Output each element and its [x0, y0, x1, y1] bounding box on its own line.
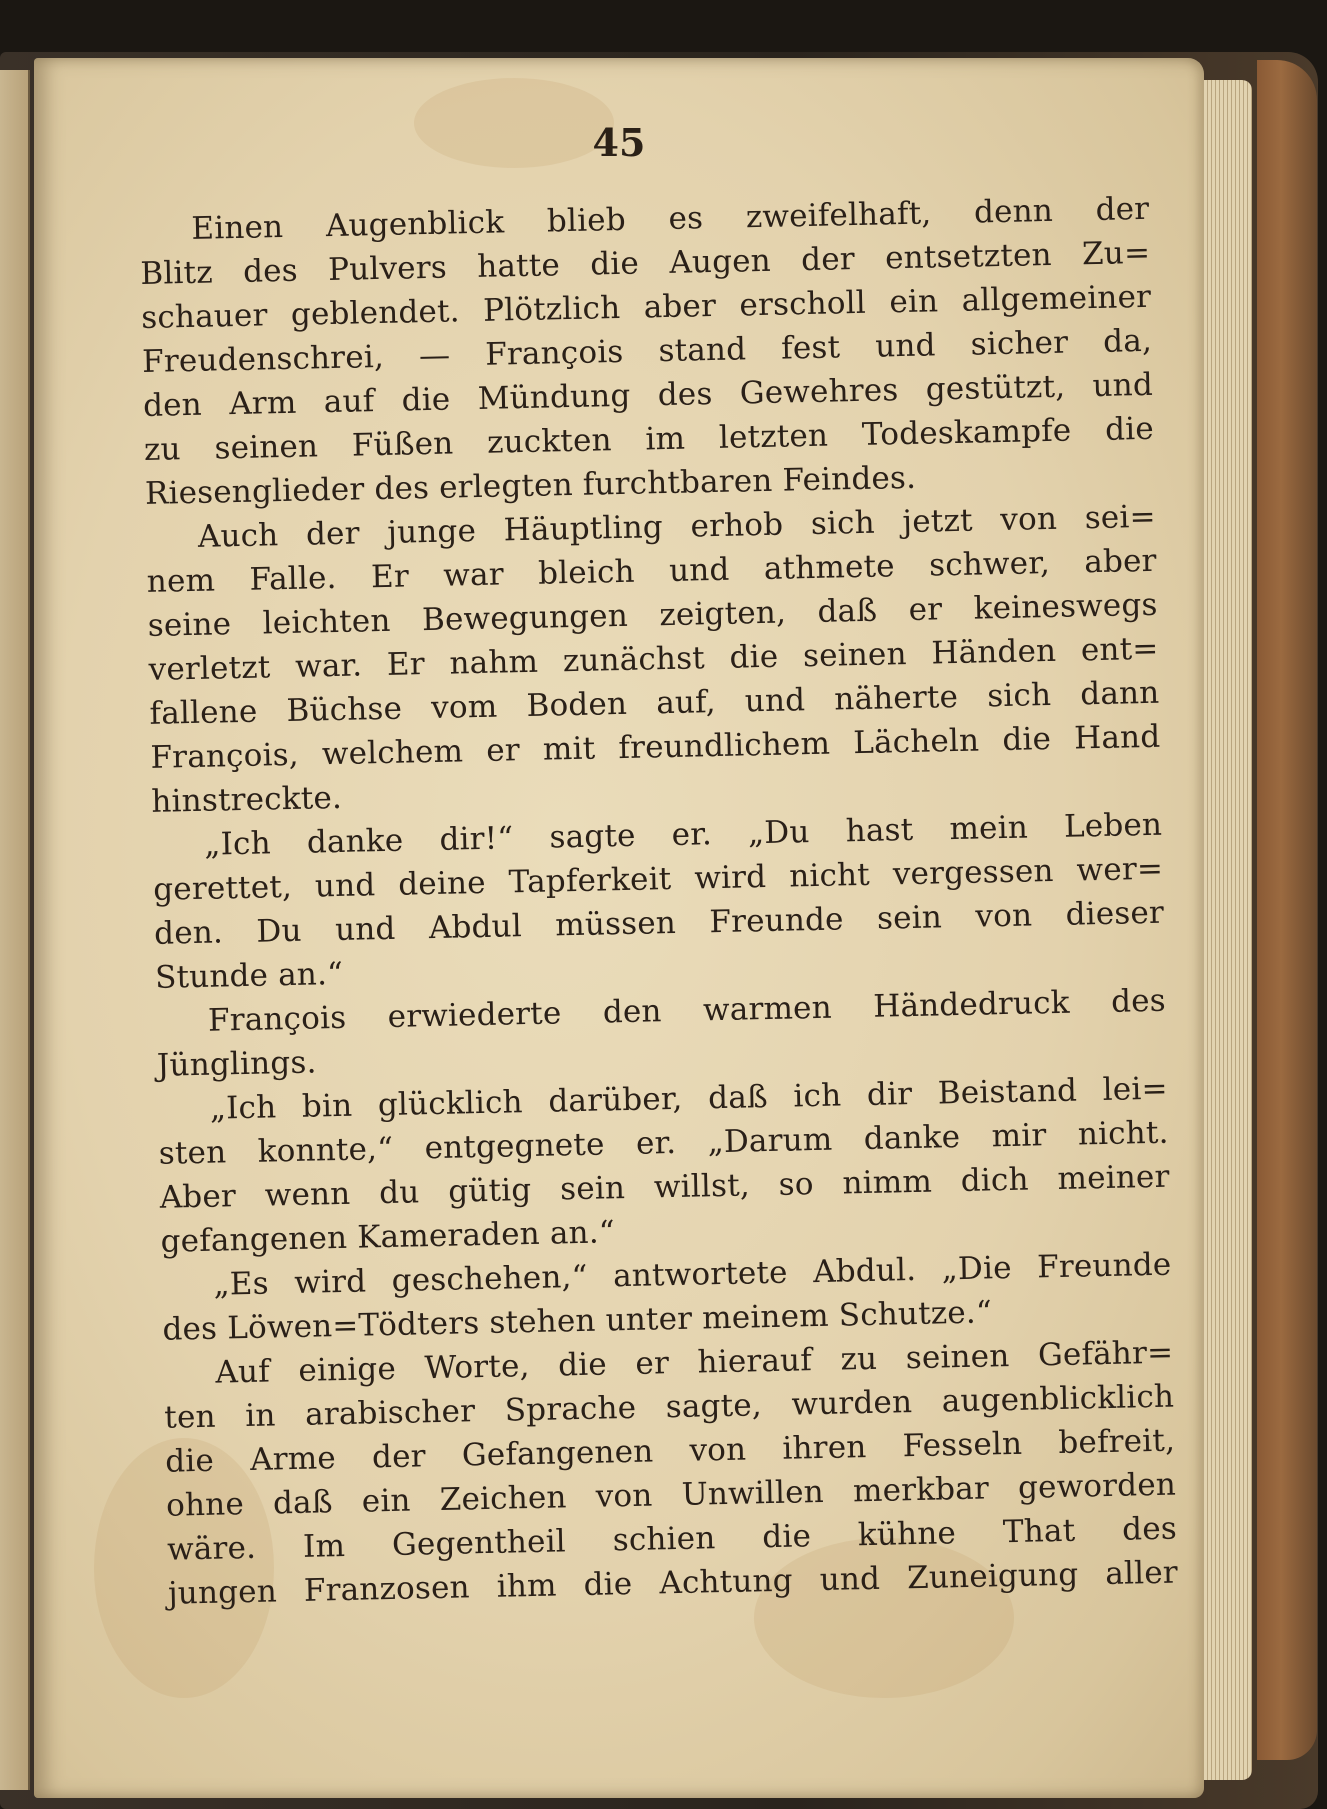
text-line: Jünglings. — [156, 1044, 317, 1084]
text-line: Stunde an.“ — [154, 955, 344, 996]
body-text — [139, 187, 1178, 1616]
text-line: nem Falle. Er war bleich und athmete schwer, aber — [146, 542, 1157, 600]
text-line: „Es wird geschehen,“ antwortete Abdul. „Die Freunde — [213, 1246, 1172, 1303]
text-line: Auf einige Worte, die er hierauf zu seinen Gefähr= — [215, 1334, 1174, 1391]
text-line: Einen Augenblick blieb es zweifelhaft, denn der — [191, 190, 1150, 247]
text-line: hinstreckte. — [151, 779, 343, 820]
left-page-edge — [0, 70, 30, 1790]
text-line: François erwiederte den warmen Händedruck des — [207, 982, 1167, 1039]
text-line: gefangenen Kameraden an.“ — [160, 1214, 616, 1260]
right-page — [34, 58, 1204, 1798]
text-line: seine leichten Bewegungen zeigten, daß er keineswegs — [147, 586, 1158, 644]
text-line: Auch der junge Häuptling erhob sich jetzt von sei= — [197, 498, 1157, 555]
text-line: schauer geblendet. Plötzlich aber erscholl ein allgemeiner — [140, 278, 1152, 336]
text-line: ten in arabischer Sprache sagte, wurden augenblicklich — [163, 1378, 1175, 1436]
text-line: „Ich danke dir!“ sagte er. „Du hast mein Leben — [203, 806, 1163, 863]
text-line: den Arm auf die Mündung des Gewehres gestützt, und — [142, 366, 1154, 424]
text-line: Blitz des Pulvers hatte die Augen der entsetzten Zu= — [140, 234, 1151, 292]
page-number: 45 — [592, 120, 646, 165]
page-stack-edges — [1200, 80, 1252, 1780]
text-line: gerettet, und deine Tapferkeit wird nicht vergessen wer= — [152, 850, 1164, 908]
text-line: den. Du und Abdul müssen Freunde sein von dieser — [153, 894, 1165, 952]
text-line: verletzt war. Er nahm zunächst die seinen Händen ent= — [148, 630, 1159, 688]
text-line: Freudenschrei, — François stand fest und sicher da, — [141, 322, 1153, 380]
text-line: „Ich bin glücklich darüber, daß ich dir Beistand lei= — [209, 1070, 1169, 1127]
text-line: zu seinen Füßen zuckten im letzten Todeskampfe die — [143, 410, 1155, 468]
text-line: des Löwen=Tödters stehen unter meinem Schutze.“ — [162, 1294, 993, 1348]
text-line: ohne daß ein Zeichen von Unwillen merkbar geworden — [165, 1466, 1177, 1524]
text-line: sten konnte,“ entgegnete er. „Darum danke mir nicht. — [158, 1114, 1169, 1172]
text-line: fallene Büchse vom Boden auf, und näherte sich dann — [149, 674, 1160, 732]
text-line: Riesenglieder des erlegten furchtbaren Feindes. — [144, 459, 917, 512]
book-cover-edge — [1257, 60, 1317, 1760]
text-line: jungen Franzosen ihm die Achtung und Zuneigung aller — [167, 1554, 1179, 1612]
text-line: wäre. Im Gegentheil schien die kühne That des — [166, 1510, 1178, 1568]
text-line: François, welchem er mit freundlichem Lächeln die Hand — [150, 718, 1161, 776]
text-line: die Arme der Gefangenen von ihren Fesseln befreit, — [164, 1422, 1176, 1480]
text-line: Aber wenn du gütig sein willst, so nimm dich meiner — [159, 1158, 1170, 1216]
